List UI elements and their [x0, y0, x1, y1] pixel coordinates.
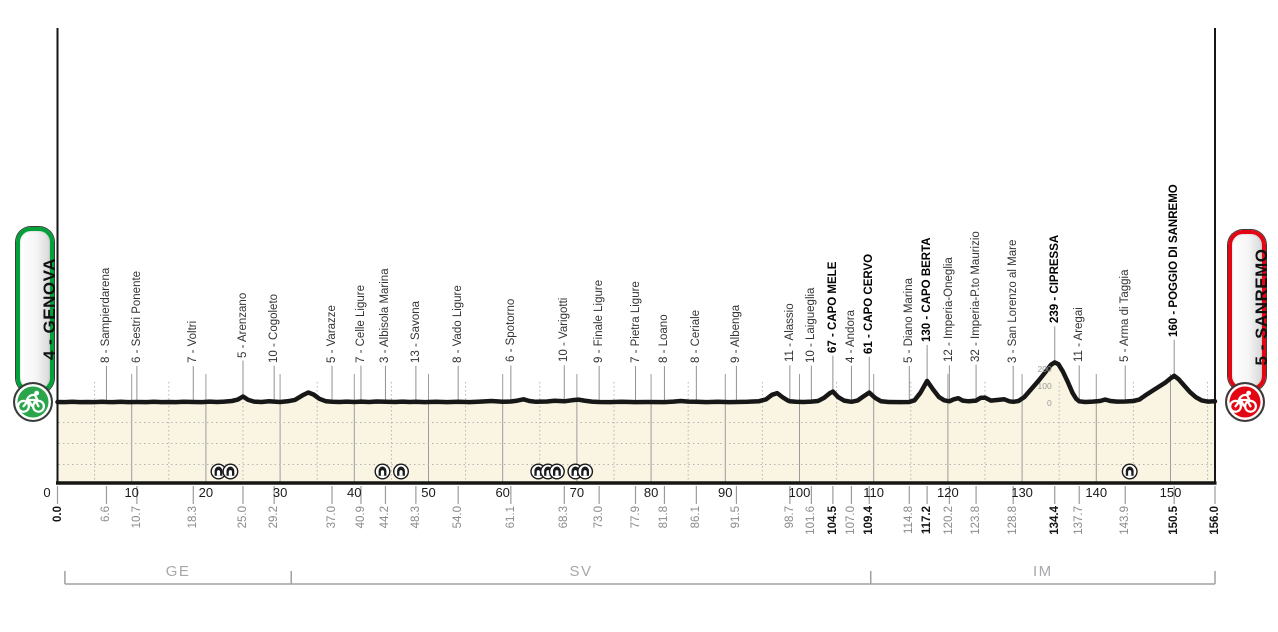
- waypoint-label: 5 - Arma di Taggia: [1119, 269, 1132, 363]
- tunnel-icon: [223, 464, 238, 479]
- distance-label: 101.6: [805, 506, 818, 535]
- start-cyclist-badge: [13, 382, 53, 422]
- waypoint-label: 8 - Ceriale: [690, 309, 703, 363]
- tunnel-icon: [1122, 464, 1137, 479]
- waypoint-label: 9 - Albenga: [730, 304, 743, 363]
- distance-label: 54.0: [452, 506, 465, 529]
- waypoint-label: 5 - Diano Marina: [903, 277, 916, 363]
- waypoint-label: 8 - Vado Ligure: [452, 285, 465, 363]
- km-tick-label: 0: [43, 485, 51, 500]
- waypoint-label: 130 - CAPO BERTA: [921, 237, 934, 342]
- distance-label: 117.2: [921, 506, 934, 535]
- cyclist-icon: [16, 385, 46, 415]
- cyclist-icon: [1228, 385, 1258, 415]
- finish-box: [1228, 230, 1271, 391]
- finish-cyclist-badge: [1225, 382, 1265, 422]
- distance-label: 143.9: [1119, 506, 1132, 535]
- distance-label: 123.8: [970, 506, 983, 535]
- waypoint-label: 11 - Alassio: [783, 303, 796, 363]
- waypoint-label: 7 - Pietra Ligure: [629, 281, 642, 364]
- distance-label: 150.5: [1168, 506, 1181, 535]
- start-label: 4 - GENOVA: [40, 258, 59, 360]
- distance-label: 25.0: [236, 506, 249, 529]
- elevation-scale-label: 200: [1037, 363, 1052, 374]
- tunnel-icon: [578, 464, 593, 479]
- waypoint-label: 32 - Imperia-P.to Maurizio: [970, 230, 983, 362]
- distance-label: 10.7: [130, 506, 143, 529]
- waypoint-label: 61 - CAPO CERVO: [863, 253, 876, 354]
- waypoint-label: 160 - POGGIO DI SANREMO: [1168, 184, 1181, 337]
- tunnel-icon: [550, 464, 565, 479]
- distance-label: 18.3: [187, 506, 200, 529]
- distance-label: 109.4: [863, 506, 876, 535]
- distance-label: 120.2: [943, 506, 956, 535]
- elevation-scale-label: 100: [1037, 380, 1052, 391]
- distance-label: 61.1: [504, 506, 517, 529]
- km-tick-label: 120: [937, 485, 959, 500]
- waypoint-label: 4 - Andora: [845, 309, 858, 363]
- km-tick-label: 140: [1085, 485, 1108, 500]
- waypoint-label: 7 - Voltri: [187, 320, 200, 363]
- waypoint-label: 11 - Aregai: [1073, 307, 1086, 363]
- km-tick-label: 100: [788, 485, 811, 500]
- distance-label: 6.6: [100, 506, 113, 522]
- km-tick-label: 20: [198, 485, 214, 500]
- km-tick-label: 60: [495, 485, 510, 500]
- tunnel-icon: [394, 464, 409, 479]
- waypoint-label: 5 - Arenzano: [236, 292, 249, 358]
- km-tick-label: 130: [1011, 485, 1033, 500]
- km-tick-label: 90: [718, 485, 733, 500]
- tunnel-icon: [375, 464, 390, 479]
- distance-label: 128.8: [1007, 506, 1020, 535]
- elevation-scale-label: 0: [1046, 397, 1052, 408]
- distance-label: 77.9: [629, 506, 642, 529]
- distance-label: 137.7: [1073, 506, 1086, 535]
- finish-label: 5 - SANREMO: [1252, 248, 1271, 366]
- waypoint-label: 6 - Spotorno: [504, 299, 517, 363]
- start-box: [16, 227, 59, 393]
- km-tick-label: 80: [643, 485, 659, 500]
- km-tick-label: 70: [569, 485, 585, 500]
- waypoint-label: 8 - Loano: [658, 314, 671, 364]
- waypoint-label: 239 - CIPRESSA: [1048, 235, 1061, 324]
- km-tick-label: 40: [347, 485, 362, 500]
- km-tick-label: 10: [124, 485, 139, 500]
- distance-label: 40.9: [354, 506, 367, 529]
- distance-label: 107.0: [845, 506, 858, 535]
- distance-label: 86.1: [690, 506, 703, 529]
- distance-label: 98.7: [783, 506, 796, 529]
- km-tick-label: 50: [421, 485, 436, 500]
- distance-label: 37.0: [326, 506, 339, 529]
- distance-label: 0.0: [51, 506, 64, 522]
- waypoint-label: 10 - Laigueglia: [805, 287, 818, 363]
- distance-label: 114.8: [903, 506, 916, 534]
- province-label: IM: [1033, 563, 1053, 580]
- province-label: GE: [165, 563, 191, 580]
- waypoint-label: 67 - CAPO MELE: [826, 261, 839, 353]
- km-tick-label: 110: [863, 485, 885, 500]
- waypoint-label: 10 - Cogoleto: [268, 293, 281, 363]
- distance-label: 134.4: [1048, 506, 1061, 535]
- distance-label: 81.8: [658, 506, 671, 529]
- distance-label: 156.0: [1209, 506, 1221, 535]
- distance-label: 29.2: [268, 506, 281, 529]
- distance-label: 48.3: [409, 506, 422, 529]
- waypoint-label: 3 - Albisola Marina: [379, 268, 392, 363]
- waypoint-label: 10 - Varigotti: [558, 297, 571, 363]
- distance-label: 73.0: [593, 506, 606, 529]
- distance-label: 91.5: [730, 506, 743, 529]
- waypoint-label: 13 - Savona: [409, 300, 422, 363]
- waypoint-label: 3 - San Lorenzo al Mare: [1007, 239, 1020, 363]
- waypoint-label: 8 - Sampierdarena: [100, 267, 113, 363]
- distance-label: 68.3: [558, 506, 571, 529]
- distance-label: 104.5: [826, 506, 839, 535]
- waypoint-label: 5 - Varazze: [326, 304, 339, 363]
- km-tick-label: 150: [1159, 485, 1182, 500]
- waypoint-label: 12 - Imperia-Oneglia: [943, 257, 956, 363]
- km-tick-label: 30: [272, 485, 288, 500]
- province-label: SV: [569, 563, 593, 580]
- waypoint-label: 7 - Celle Ligure: [354, 284, 367, 363]
- waypoint-label: 6 - Sestri Ponente: [130, 270, 143, 363]
- distance-label: 44.2: [379, 506, 392, 529]
- waypoint-label: 9 - Finale Ligure: [593, 279, 606, 363]
